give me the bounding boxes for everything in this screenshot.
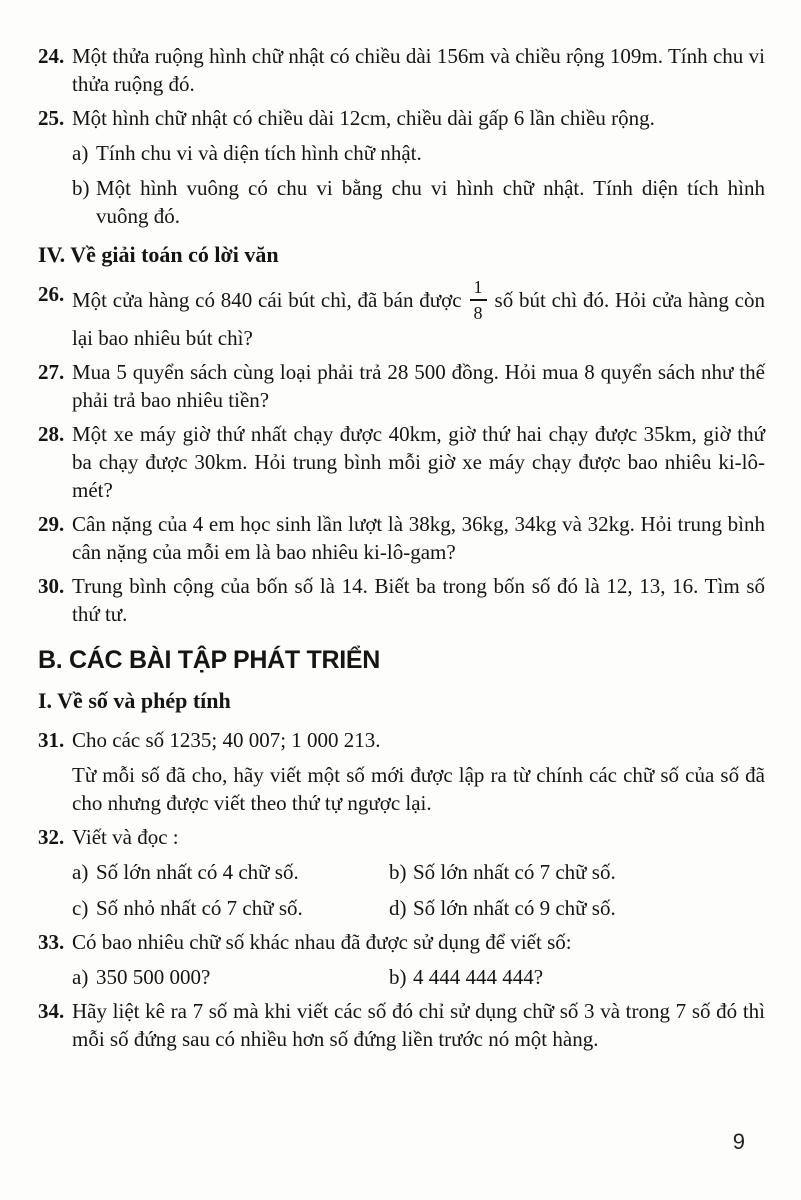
option-label: c) [72, 896, 89, 920]
problem-item [38, 928, 765, 991]
section-heading: I. Về số và phép tính [38, 688, 231, 713]
subitem-text: Một hình vuông có chu vi bằng chu vi hình chữ nhật. Tính diện tích hình vuông đó. [96, 176, 765, 228]
subitem-text: Tính chu vi và diện tích hình chữ nhật. [96, 141, 422, 165]
option-text: 4 444 444 444? [413, 965, 544, 989]
problem-text [72, 823, 765, 922]
option-label: d) [389, 896, 407, 920]
problem-item [38, 510, 765, 566]
problem-item [38, 358, 765, 414]
problem-statement: Một hình chữ nhật có chiều dài 12cm, chiều dài gấp 6 lần chiều rộng. [72, 106, 655, 130]
page-number: 9 [732, 1129, 745, 1154]
problem-item [38, 997, 765, 1053]
subitem-label: a) [72, 141, 89, 165]
problem-number: 29. [38, 512, 65, 536]
problem-number: 26. [38, 282, 65, 306]
problem-text-before-fraction: Một cửa hàng có 840 cái bút chì, đã bán được [72, 287, 462, 312]
problem-text [72, 358, 765, 414]
option-cell [72, 858, 389, 886]
problem-statement: Cho các số 1235; 40 007; 1 000 213. [72, 728, 381, 752]
problem-statement: Trung bình cộng của bốn số là 14. Biết ba trong bốn số đó là 12, 13, 16. Tìm số thứ tư. [72, 574, 765, 626]
option-cell [389, 858, 765, 886]
option-cell [389, 894, 765, 922]
part-heading: B. CÁC BÀI TẬP PHÁT TRIỂN [38, 646, 381, 674]
problem-number: 31. [38, 728, 65, 752]
problem-number: 24. [38, 44, 65, 68]
option-text: Số lớn nhất có 4 chữ số. [96, 860, 299, 884]
problem-options-grid [72, 858, 765, 922]
problem-statement: Một thửa ruộng hình chữ nhật có chiều dài 156m và chiều rộng 109m. Tính chu vi thửa ruộng đó. [72, 44, 765, 96]
problem-number: 28. [38, 422, 65, 446]
problem-text [72, 928, 765, 991]
problem-statement: Một xe máy giờ thứ nhất chạy được 40km, giờ thứ hai chạy được 35km, giờ thứ ba chạy được 30km. Hỏi trung bình mỗi giờ xe máy chạy được bao nhiêu ki-lô-mét? [72, 422, 765, 502]
problem-text [72, 572, 765, 628]
section-heading: IV. Về giải toán có lời văn [38, 242, 279, 267]
fraction [470, 278, 487, 322]
option-label: a) [72, 965, 89, 989]
subitem-label: b) [72, 176, 90, 200]
problem-text [72, 420, 765, 504]
problem-text [72, 104, 765, 230]
fraction-denominator: 8 [473, 303, 483, 323]
problem-number: 27. [38, 360, 65, 384]
problem-number: 33. [38, 930, 65, 954]
option-cell [389, 963, 765, 991]
problem-text [72, 726, 765, 817]
problem-statement: Cân nặng của 4 em học sinh lần lượt là 38kg, 36kg, 34kg và 32kg. Hỏi trung bình cân nặng của mỗi em là bao nhiêu ki-lô-gam? [72, 512, 765, 564]
option-text: Số lớn nhất có 9 chữ số. [413, 896, 616, 920]
problem-text [72, 277, 765, 352]
problem-item [38, 277, 765, 352]
problem-number: 34. [38, 999, 65, 1023]
problem-item [38, 823, 765, 922]
fraction-numerator: 1 [470, 278, 487, 301]
problem-number: 30. [38, 574, 65, 598]
problem-item [38, 42, 765, 98]
problem-item [38, 104, 765, 230]
problem-statement: Có bao nhiêu chữ số khác nhau đã được sử dụng để viết số: [72, 930, 572, 954]
problem-statement: Hãy liệt kê ra 7 số mà khi viết các số đó chỉ sử dụng chữ số 3 và trong 7 số đó thì mỗi số đứng sau có nhiều hơn số đứng liền trước nó một hàng. [72, 999, 765, 1051]
problem-text [72, 997, 765, 1053]
problem-subitem [72, 139, 765, 167]
option-text: 350 500 000? [96, 965, 211, 989]
problem-options-grid [72, 963, 765, 991]
problem-subitem [72, 174, 765, 230]
problem-text [72, 510, 765, 566]
option-label: b) [389, 965, 407, 989]
option-text: Số lớn nhất có 7 chữ số. [413, 860, 616, 884]
problem-statement: Viết và đọc : [72, 825, 179, 849]
problem-number: 32. [38, 825, 65, 849]
option-label: a) [72, 860, 89, 884]
problem-number: 25. [38, 106, 65, 130]
option-cell [72, 894, 389, 922]
option-label: b) [389, 860, 407, 884]
problem-text [72, 42, 765, 98]
problem-item [38, 726, 765, 817]
problem-item [38, 420, 765, 504]
option-text: Số nhỏ nhất có 7 chữ số. [96, 896, 303, 920]
problem-text-after-fraction: số bút chì đó. Hỏi cửa hàng còn lại bao nhiêu bút chì? [72, 287, 765, 350]
problem-paragraph: Từ mỗi số đã cho, hãy viết một số mới được lập ra từ chính các chữ số của số đã cho nhưng được viết theo thứ tự ngược lại. [72, 763, 765, 815]
page-content [38, 42, 765, 1053]
problem-item [38, 572, 765, 628]
problem-statement: Mua 5 quyển sách cùng loại phải trả 28 500 đồng. Hỏi mua 8 quyển sách như thế phải trả bao nhiêu tiền? [72, 360, 765, 412]
option-cell [72, 963, 389, 991]
